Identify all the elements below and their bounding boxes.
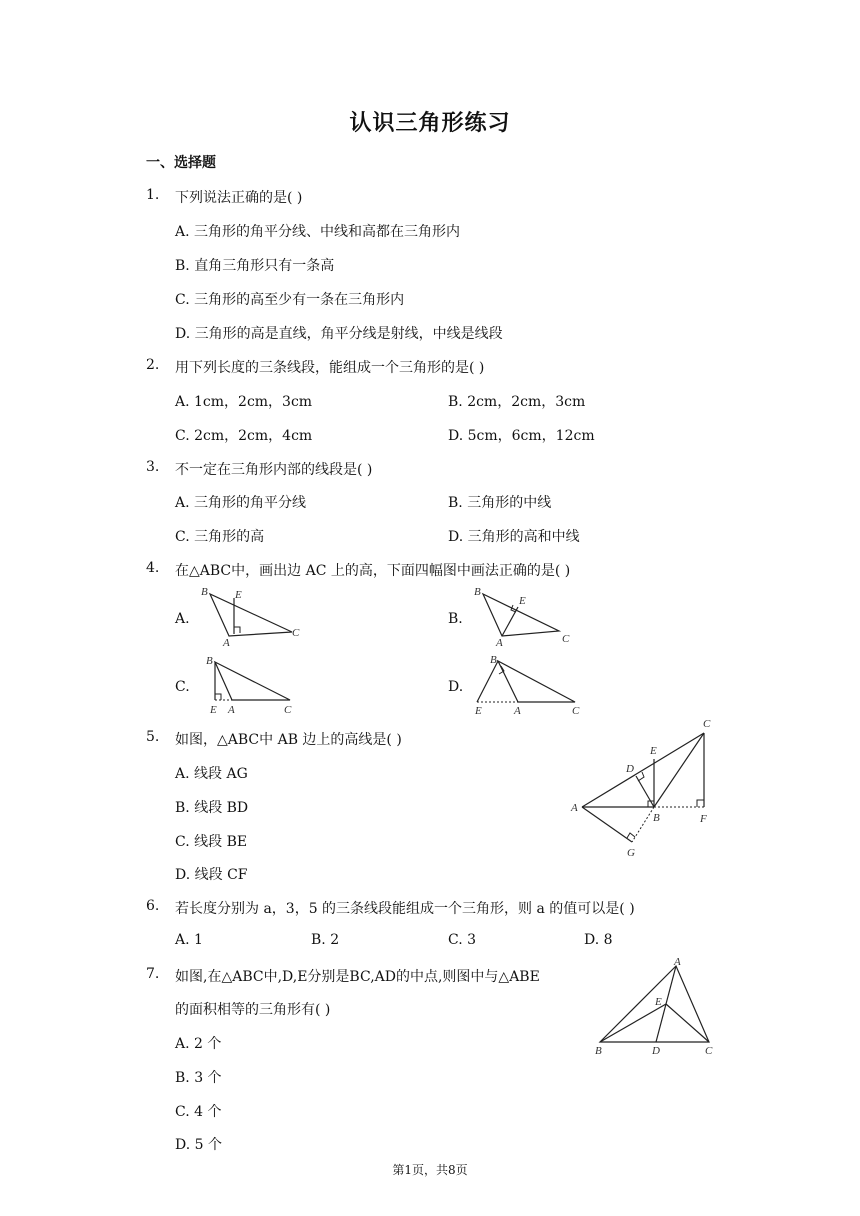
figure-q5: [566, 714, 718, 864]
question-stem: 如图,在△ABC中,D,E分别是BC,AD的中点,则图中与△ABE: [175, 969, 540, 985]
option: A. 1: [175, 932, 203, 948]
question-stem: 如图，△ABC中 AB 边上的高线是( ): [175, 732, 402, 748]
question-number: 4.: [146, 560, 160, 576]
label: E: [519, 595, 526, 607]
option: A. 线段 AG: [175, 766, 248, 782]
label: E: [475, 705, 482, 716]
label: A: [514, 705, 521, 716]
option: A. 2 个: [175, 1036, 222, 1052]
option: D. 三角形的高是直线，角平分线是射线，中线是线段: [175, 326, 503, 342]
label: C: [572, 705, 580, 716]
question-number: 1.: [146, 187, 160, 203]
option: B. 3 个: [175, 1070, 222, 1086]
option: B. 直角三角形只有一条高: [175, 258, 335, 274]
option: B. 2: [311, 932, 340, 948]
option: C. 三角形的高至少有一条在三角形内: [175, 292, 405, 308]
option: A. 三角形的角平分线: [175, 495, 307, 511]
question-stem: 在△ABC中，画出边 AC 上的高，下面四幅图中画法正确的是( ): [175, 563, 571, 579]
label: G: [627, 847, 635, 859]
label: A: [571, 802, 578, 814]
option: D. 5 个: [175, 1137, 222, 1153]
question-stem: 下列说法正确的是( ): [175, 190, 303, 206]
label: D: [626, 763, 634, 775]
figure-q4-a: [196, 584, 308, 648]
option: A. 三角形的角平分线、中线和高都在三角形内: [175, 224, 461, 240]
option: C. 3: [448, 932, 477, 948]
label: B: [490, 654, 497, 666]
label: C: [292, 627, 300, 639]
option: B. 线段 BD: [175, 800, 249, 816]
label: E: [235, 589, 242, 601]
option: D. 三角形的高和中线: [448, 529, 580, 545]
label: E: [650, 745, 657, 757]
question-stem: 不一定在三角形内部的线段是( ): [175, 462, 373, 478]
option: C. 2cm，2cm，4cm: [175, 428, 313, 444]
label: A: [496, 637, 503, 648]
option: A. 1cm，2cm，3cm: [175, 394, 313, 410]
option: B.: [448, 611, 463, 627]
question-stem: 用下列长度的三条线段，能组成一个三角形的是( ): [175, 360, 485, 376]
option: D.: [448, 679, 464, 695]
option: C. 线段 BE: [175, 834, 248, 850]
option: D. 8: [584, 932, 613, 948]
label: B: [201, 586, 208, 598]
option: B. 2cm，2cm，3cm: [448, 394, 586, 410]
question-stem: 若长度分别为 a，3，5 的三条线段能组成一个三角形，则 a 的值可以是( ): [175, 901, 635, 917]
option: C.: [175, 679, 190, 695]
question-number: 3.: [146, 459, 160, 475]
option: C. 三角形的高: [175, 529, 265, 545]
label: B: [595, 1045, 602, 1057]
question-stem-cont: 的面积相等的三角形有( ): [175, 1002, 331, 1018]
question-number: 5.: [146, 729, 160, 745]
option: D. 5cm，6cm，12cm: [448, 428, 595, 444]
label: B: [206, 655, 213, 667]
question-number: 7.: [146, 966, 160, 982]
label: D: [652, 1045, 660, 1057]
question-number: 2.: [146, 357, 160, 373]
label: B: [653, 812, 660, 824]
label: E: [655, 996, 662, 1008]
label: C: [703, 718, 711, 730]
label: A: [223, 637, 230, 648]
label: B: [474, 586, 481, 598]
figure-q4-c: [196, 652, 308, 716]
section-heading: 一、选择题: [146, 155, 216, 171]
page-title: 认识三角形练习: [349, 110, 511, 136]
label: A: [674, 956, 681, 968]
option: C. 4 个: [175, 1104, 222, 1120]
label: F: [700, 813, 707, 825]
figure-q7: [592, 954, 722, 1060]
option: B. 三角形的中线: [448, 495, 552, 511]
label: A: [228, 704, 235, 716]
label: E: [210, 704, 217, 716]
figure-q4-b: [469, 584, 581, 648]
page-footer: 第1页，共8页: [392, 1163, 468, 1177]
figure-q4-d: [469, 652, 587, 716]
option: A.: [175, 611, 190, 627]
label: C: [284, 704, 292, 716]
label: C: [562, 633, 570, 645]
question-number: 6.: [146, 898, 160, 914]
option: D. 线段 CF: [175, 867, 248, 883]
label: C: [705, 1045, 713, 1057]
